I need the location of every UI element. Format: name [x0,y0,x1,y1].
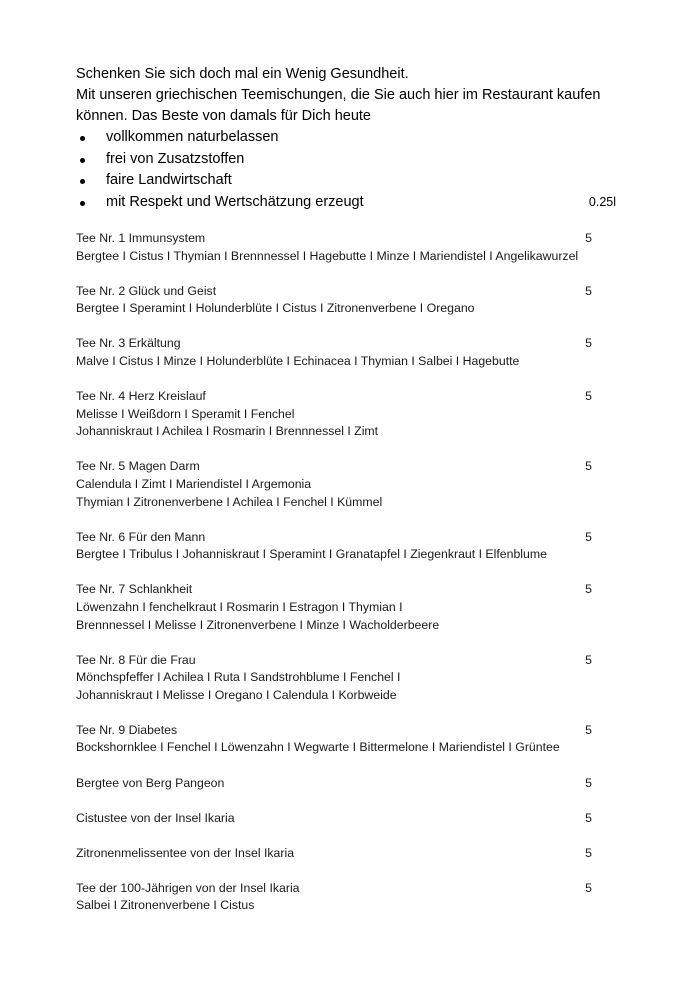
menu-item [76,775,626,793]
menu-item-title: Tee Nr. 1 Immunsystem [76,231,206,245]
intro-text: Mit unseren griechischen Teemischungen, die Sie auch hier im Restaurant kaufen können. Das Beste von damals für Dich heute [76,87,601,124]
menu-item-ingredients: Thymian I Zitronenverbene I Achilea I Fenchel I Kümmel [76,494,383,509]
menu-item-price: 5 [585,722,592,737]
menu-item-price: 5 [585,231,592,245]
menu-item [76,335,626,370]
menu-item-title: Cistustee von der Insel Ikaria [76,810,235,825]
tea-list [76,230,626,915]
menu-item-ingredients: Brennnessel I Melisse I Zitronenverbene I Minze I Wacholderbeere [76,617,440,632]
menu-item-price: 5 [585,775,592,790]
menu-item-ingredients: Bergtee I Tribulus I Johanniskraut I Speramint I Granatapfel I Ziegenkraut I Elfenblume [76,547,547,562]
menu-item-title: Tee Nr. 2 Glück und Geist [76,283,217,298]
menu-item-price: 5 [585,810,592,825]
menu-item [76,388,626,441]
menu-item-title: Tee Nr. 3 Erkältung [76,336,181,351]
menu-item-ingredients: Johanniskraut I Achilea I Rosmarin I Brennnessel I Zimt [76,424,379,439]
tea-menu-page [76,64,626,933]
serving-size-label: 0.25l [588,194,616,209]
bullet-row [76,127,626,213]
menu-item-price: 5 [585,529,592,544]
menu-item-ingredients: Salbei I Zitronenverbene I Cistus [76,898,255,913]
menu-item-ingredients: Malve I Cistus I Minze I Holunderblüte I Echinacea I Thymian I Salbei I Hagebutte [76,353,520,368]
menu-item [76,581,626,634]
menu-item-ingredients: Bergtee I Cistus I Thymian I Brennnessel I Hagebutte I Minze I Mariendistel I Angelikawurzel [76,248,579,263]
menu-item-title: Tee Nr. 4 Herz Kreislauf [76,389,206,404]
menu-item-price: 5 [585,283,592,298]
benefit-list [76,127,626,213]
menu-item-ingredients: Melisse I Weißdorn I Speramit I Fenchel [76,406,295,421]
menu-item-title: Zitronenmelissentee von der Insel Ikaria [76,845,295,860]
benefit-item: frei von Zusatzstoffen [98,149,626,171]
intro-section [76,64,626,213]
menu-item [76,230,626,265]
menu-item-price: 5 [585,336,592,351]
menu-item-ingredients: Löwenzahn I fenchelkraut I Rosmarin I Estragon I Thymian I [76,599,403,614]
benefit-item: mit Respekt und Wertschätzung erzeugt [98,192,626,214]
menu-item-ingredients: Bergtee I Speramint I Holunderblüte I Cistus I Zitronenverbene I Oregano [76,301,475,316]
menu-item-title: Tee Nr. 5 Magen Darm [76,459,200,474]
menu-item-price: 5 [585,582,592,597]
menu-item-price: 5 [585,880,592,895]
menu-item-ingredients: Calendula I Zimt I Mariendistel I Argemonia [76,476,312,491]
menu-item-title: Tee der 100-Jährigen von der Insel Ikaria [76,880,300,895]
menu-item-ingredients: Johanniskraut I Melisse I Oregano I Calendula I Korbweide [76,687,397,702]
menu-item-price: 5 [585,459,592,474]
intro-headline: Schenken Sie sich doch mal ein Wenig Gesundheit. [76,66,409,82]
menu-item-ingredients: Mönchspfeffer I Achilea I Ruta I Sandstrohblume I Fenchel I [76,670,401,685]
menu-item [76,529,626,564]
menu-item-price: 5 [585,389,592,404]
benefit-item: faire Landwirtschaft [98,170,626,192]
menu-item-ingredients: Bockshornklee I Fenchel I Löwenzahn I Wegwarte I Bittermelone I Mariendistel I Grüntee [76,740,560,755]
menu-item-title: Bergtee von Berg Pangeon [76,775,225,790]
menu-item-title: Tee Nr. 8 Für die Frau [76,652,196,667]
menu-item-title: Tee Nr. 7 Schlankheit [76,582,193,597]
menu-item-price: 5 [585,845,592,860]
menu-item [76,845,626,863]
menu-item [76,880,626,915]
menu-item [76,652,626,705]
benefit-item: vollkommen naturbelassen [98,127,626,149]
menu-item [76,722,626,757]
menu-item-title: Tee Nr. 9 Diabetes [76,722,178,737]
menu-item [76,283,626,318]
menu-item [76,810,626,828]
menu-item [76,458,626,511]
menu-item-title: Tee Nr. 6 Für den Mann [76,529,206,544]
menu-item-price: 5 [585,652,592,667]
